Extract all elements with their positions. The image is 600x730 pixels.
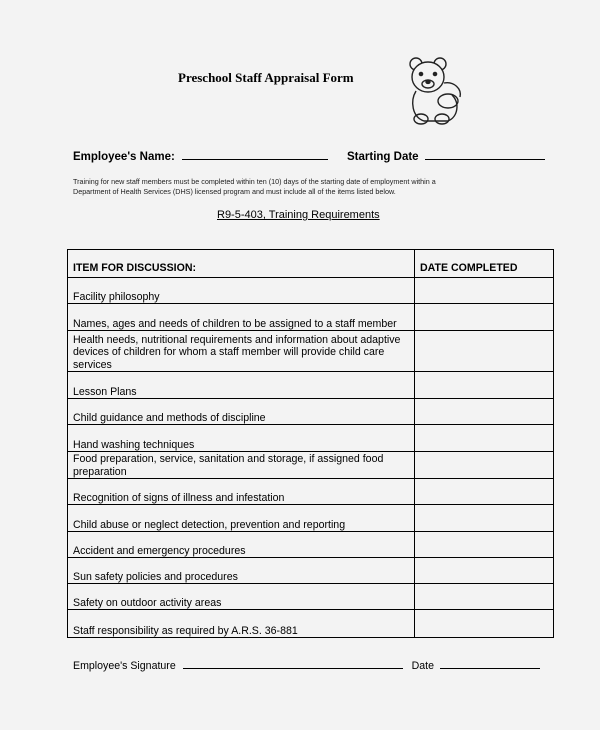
starting-date-label: Starting Date (347, 151, 419, 163)
date-completed-cell[interactable] (415, 558, 554, 584)
table-row (68, 479, 554, 505)
date-completed-cell[interactable] (415, 304, 554, 331)
table-row (68, 425, 554, 452)
item-cell: Child abuse or neglect detection, prevention and reporting (68, 505, 415, 532)
form-title: Preschool Staff Appraisal Form (178, 70, 354, 85)
table-row (68, 399, 554, 425)
date-completed-cell[interactable] (415, 610, 554, 638)
table-row (68, 558, 554, 584)
header-item: ITEM FOR DISCUSSION: (68, 250, 415, 278)
item-cell: Lesson Plans (68, 372, 415, 399)
date-completed-cell[interactable] (415, 452, 554, 479)
table-row (68, 610, 554, 638)
employee-name-row (73, 150, 328, 163)
date-completed-cell[interactable] (415, 584, 554, 610)
signature-label: Employee's Signature (73, 660, 176, 672)
item-cell: Food preparation, service, sanitation and storage, if assigned food preparation (68, 452, 415, 479)
item-cell: Child guidance and methods of discipline (68, 399, 415, 425)
item-cell: Recognition of signs of illness and infestation (68, 479, 415, 505)
notice-line-1: Training for new staff members must be completed within ten (10) days of the starting date of employment within a (73, 177, 436, 186)
item-cell: Sun safety policies and procedures (68, 558, 415, 584)
table-row (68, 584, 554, 610)
notice-line-2: Department of Health Services (DHS) licensed program and must include all of the items listed below. (73, 187, 396, 196)
date-completed-cell[interactable] (415, 399, 554, 425)
table-row (68, 331, 554, 372)
date-field[interactable] (440, 659, 540, 669)
teddy-bear-icon (408, 55, 466, 127)
section-title: R9-5-403, Training Requirements (217, 209, 380, 221)
training-notice (73, 177, 523, 197)
date-completed-cell[interactable] (415, 532, 554, 558)
date-completed-cell[interactable] (415, 425, 554, 452)
item-cell: Names, ages and needs of children to be assigned to a staff member (68, 304, 415, 331)
employee-name-field[interactable] (182, 150, 328, 160)
table-row (68, 452, 554, 479)
training-requirements-table (67, 249, 554, 638)
item-cell: Health needs, nutritional requirements and information about adaptive devices of children for whom a staff member will provide child care services (68, 331, 415, 372)
date-completed-cell[interactable] (415, 372, 554, 399)
table-header-row (68, 250, 554, 278)
item-cell: Staff responsibility as required by A.R.S. 36-881 (68, 610, 415, 638)
employee-name-label: Employee's Name: (73, 151, 175, 163)
item-cell: Safety on outdoor activity areas (68, 584, 415, 610)
date-completed-cell[interactable] (415, 331, 554, 372)
item-cell: Hand washing techniques (68, 425, 415, 452)
table-row (68, 505, 554, 532)
signature-field[interactable] (183, 659, 403, 669)
date-completed-cell[interactable] (415, 278, 554, 304)
date-completed-cell[interactable] (415, 479, 554, 505)
item-cell: Facility philosophy (68, 278, 415, 304)
table-row (68, 278, 554, 304)
starting-date-row (347, 150, 545, 163)
item-cell: Accident and emergency procedures (68, 532, 415, 558)
header-date: DATE COMPLETED (415, 250, 554, 278)
table-row (68, 304, 554, 331)
table-row (68, 372, 554, 399)
signature-row (73, 659, 540, 672)
table-row (68, 532, 554, 558)
starting-date-field[interactable] (425, 150, 545, 160)
date-completed-cell[interactable] (415, 505, 554, 532)
date-label: Date (411, 660, 435, 672)
